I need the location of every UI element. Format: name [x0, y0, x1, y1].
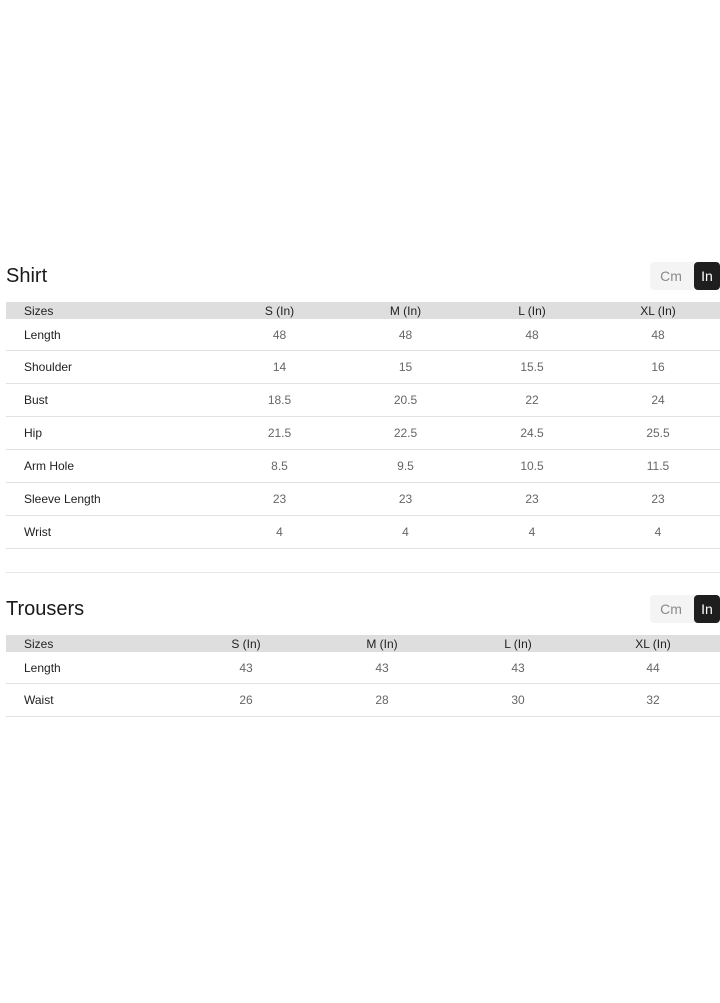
- table-cell: 26: [178, 684, 314, 717]
- table-cell: 48: [343, 319, 468, 351]
- shirt-unit-toggle: [650, 262, 720, 290]
- table-row: [6, 483, 720, 516]
- row-label: Hip: [6, 417, 216, 450]
- table-cell: 20.5: [343, 384, 468, 417]
- table-cell: 23: [596, 483, 720, 516]
- table-cell: 11.5: [596, 450, 720, 483]
- column-header: XL (In): [640, 303, 676, 318]
- trousers-size-table: [6, 635, 720, 717]
- trousers-unit-toggle: [650, 595, 720, 623]
- table-row: [6, 684, 720, 717]
- table-cell: 44: [586, 652, 720, 684]
- table-cell: 30: [450, 684, 586, 717]
- row-label: Waist: [6, 684, 178, 717]
- shirt-cm-button[interactable]: Cm: [660, 268, 682, 284]
- table-row: [6, 351, 720, 384]
- table-cell: 10.5: [468, 450, 596, 483]
- row-label: Arm Hole: [6, 450, 216, 483]
- trousers-section-header: [6, 595, 720, 639]
- table-cell: 16: [596, 351, 720, 384]
- column-header: S (In): [231, 636, 261, 651]
- table-cell: 43: [314, 652, 450, 684]
- shirt-size-table: [6, 302, 720, 549]
- trousers-size-section: [6, 595, 720, 717]
- row-label: Length: [6, 652, 178, 684]
- table-row: [6, 450, 720, 483]
- column-header: M (In): [366, 636, 398, 651]
- table-cell: 24: [596, 384, 720, 417]
- column-header: M (In): [389, 303, 422, 318]
- table-cell: 15.5: [468, 351, 596, 384]
- table-row: [6, 516, 720, 549]
- table-cell: 4: [468, 516, 596, 549]
- row-label: Length: [6, 319, 216, 351]
- table-cell: 23: [468, 483, 596, 516]
- table-cell: 48: [216, 319, 343, 351]
- trousers-in-button[interactable]: In: [694, 595, 720, 623]
- table-cell: 23: [216, 483, 343, 516]
- column-header: Sizes: [24, 636, 54, 651]
- trousers-title: Trousers: [6, 598, 85, 620]
- row-label: Bust: [6, 384, 216, 417]
- table-cell: 8.5: [216, 450, 343, 483]
- shirt-section-header: [6, 262, 720, 306]
- table-cell: 24.5: [468, 417, 596, 450]
- section-divider: [6, 572, 720, 573]
- table-row: [6, 319, 720, 351]
- shirt-size-section: [6, 262, 720, 549]
- table-cell: 9.5: [343, 450, 468, 483]
- table-row: [6, 384, 720, 417]
- table-cell: 48: [468, 319, 596, 351]
- shirt-title: Shirt: [6, 265, 48, 287]
- row-label: Sleeve Length: [6, 483, 216, 516]
- row-label: Wrist: [6, 516, 216, 549]
- table-cell: 28: [314, 684, 450, 717]
- table-cell: 14: [216, 351, 343, 384]
- table-cell: 23: [343, 483, 468, 516]
- row-label: Shoulder: [6, 351, 216, 384]
- column-header: S (In): [264, 303, 295, 318]
- table-cell: 48: [596, 319, 720, 351]
- table-cell: 21.5: [216, 417, 343, 450]
- column-header: L (In): [504, 636, 532, 651]
- column-header: L (In): [518, 303, 546, 318]
- table-cell: 4: [216, 516, 343, 549]
- table-cell: 22.5: [343, 417, 468, 450]
- table-cell: 32: [586, 684, 720, 717]
- table-cell: 15: [343, 351, 468, 384]
- table-cell: 4: [343, 516, 468, 549]
- shirt-in-button[interactable]: In: [694, 262, 720, 290]
- trousers-cm-button[interactable]: Cm: [660, 601, 682, 617]
- table-cell: 22: [468, 384, 596, 417]
- column-header: Sizes: [24, 303, 54, 318]
- table-cell: 43: [450, 652, 586, 684]
- column-header: XL (In): [635, 636, 671, 651]
- table-cell: 4: [596, 516, 720, 549]
- table-cell: 18.5: [216, 384, 343, 417]
- table-row: [6, 417, 720, 450]
- table-cell: 43: [178, 652, 314, 684]
- table-row: [6, 652, 720, 684]
- table-cell: 25.5: [596, 417, 720, 450]
